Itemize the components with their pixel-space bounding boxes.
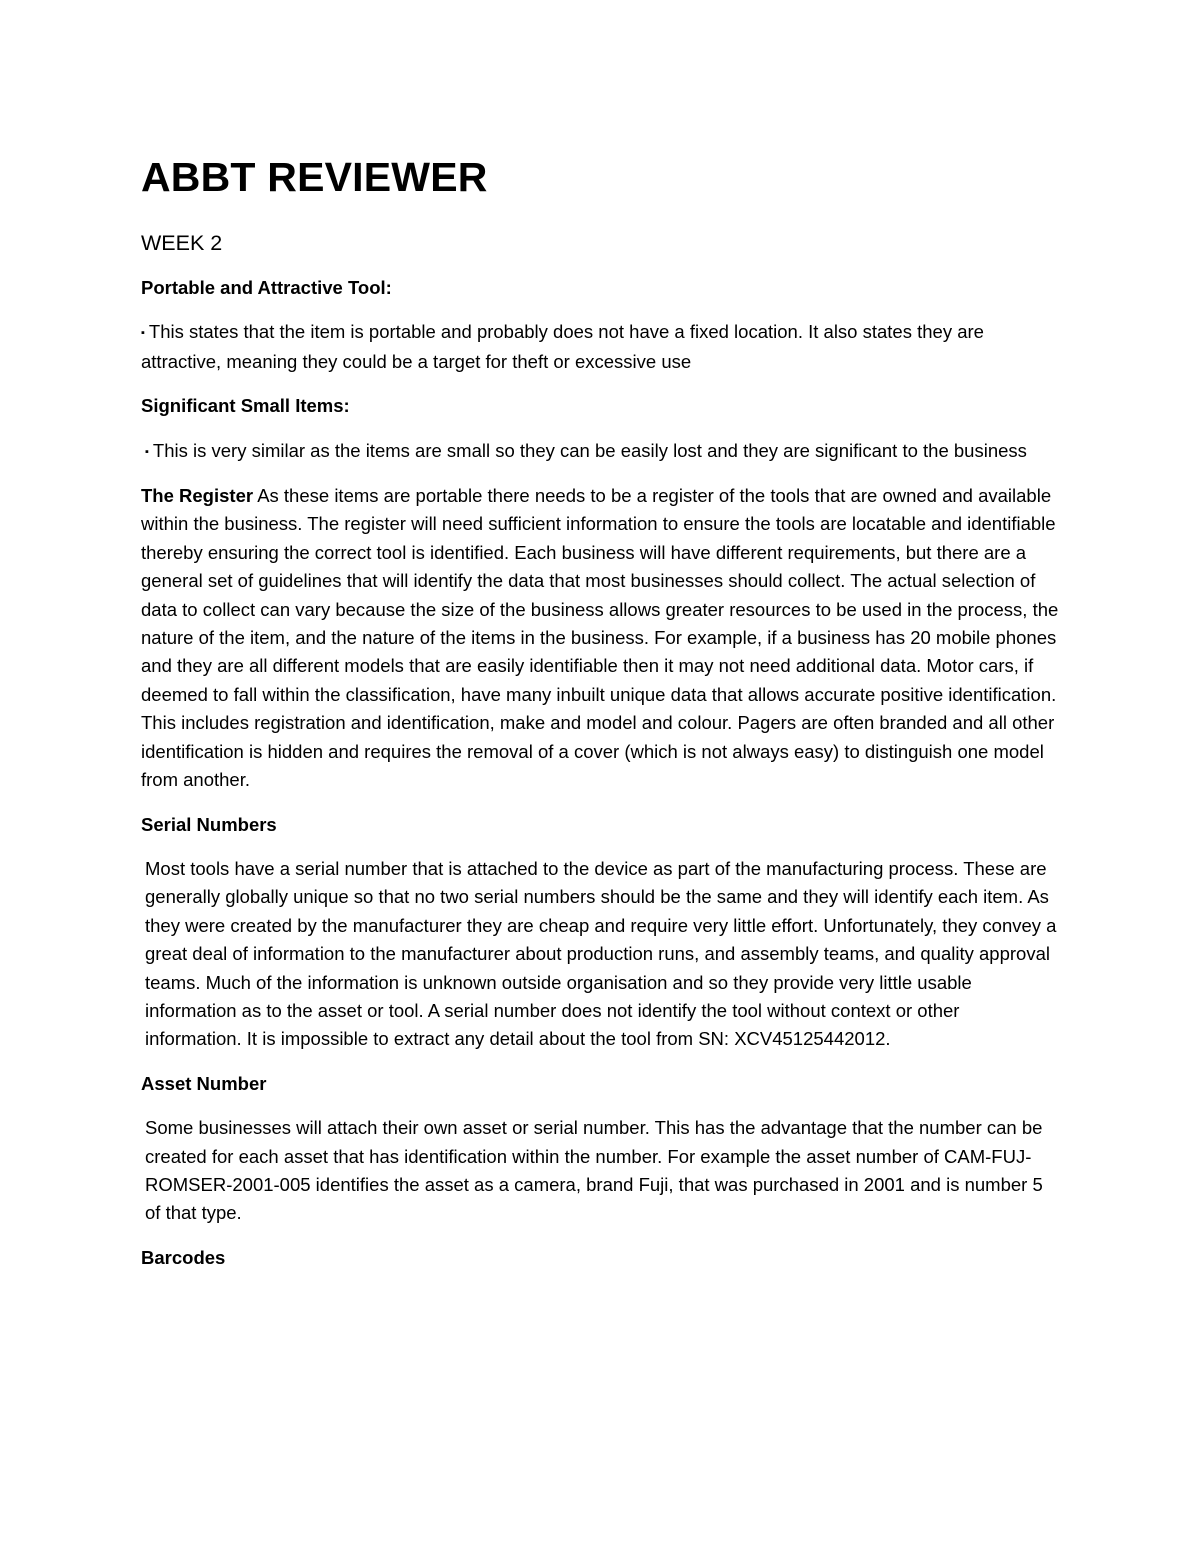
section-register [141,482,1061,794]
section-body-portable [141,318,1061,376]
document-title: ABBT REVIEWER [141,154,488,200]
section-body-significant [141,437,1061,466]
significant-text: This is very similar as the items are small so they can be easily lost and they are significant to the business [152,439,1027,461]
section-body-asset: Some businesses will attach their own asset or serial number. This has the advantage that the number can be created for each asset that has identification within the number. For example the asset number of CAM-FUJ-ROMSER-2001-005 identifies the asset as a camera, brand Fuji, that was purchased in 2001 and is number 5 of that type. [145,1117,1043,1224]
section-heading-asset: Asset Number [141,1072,267,1094]
document-page [141,148,1061,1288]
section-body-serial: Most tools have a serial number that is attached to the device as part of the manufacturing process. These are generally globally unique so that no two serial numbers should be the same and they will identify each item. As they were created by the manufacturer they are cheap and require very little effort. Unfortunately, they convey a great deal of information to the manufacturer about production runs, and assembly teams, and quality approval teams. Much of the information is unknown outside organisation and so they provide very little usable information as to the asset or tool. A serial number does not identify the tool without context or other information. It is impossible to extract any detail about the tool from SN: XCV45125442012. [145,857,1057,1050]
bullet-square-icon: ▪ [141,327,145,340]
section-heading-significant: Significant Small Items: [141,395,350,417]
section-heading-serial: Serial Numbers [141,813,277,835]
bullet-square-icon: ▪ [145,445,149,458]
section-heading-barcodes: Barcodes [141,1246,226,1268]
week-label: WEEK 2 [141,231,223,255]
section-heading-register: The Register [141,485,254,507]
section-heading-portable: Portable and Attractive Tool: [141,277,392,298]
register-text: As these items are portable there needs to be a register of the tools that are owned and available within the business. The register will need sufficient information to ensure the tools are locatable and identifiable thereby ensuring the correct tool is identified. Each business will have different requirements, but there are a general set of guidelines that will identify the data that most businesses should collect. The actual selection of data to collect can vary because the size of the business allows greater resources to be used in the process, the nature of the item, and the nature of the items in the business. For example, if a business has 20 mobile phones and they are all different models that are easily identifiable then it may not need additional data. Motor cars, if deemed to fall within the classification, have many inbuilt unique data that allows accurate positive identification. This includes registration and identification, make and model and colour. Pagers are often branded and all other identification is hidden and requires the removal of a cover (which is not always easy) to distinguish one model from another. [141,485,1059,791]
portable-text: This states that the item is portable and probably does not have a fixed location. It also states they are attractive, meaning they could be a target for theft or excessive use [141,321,984,372]
